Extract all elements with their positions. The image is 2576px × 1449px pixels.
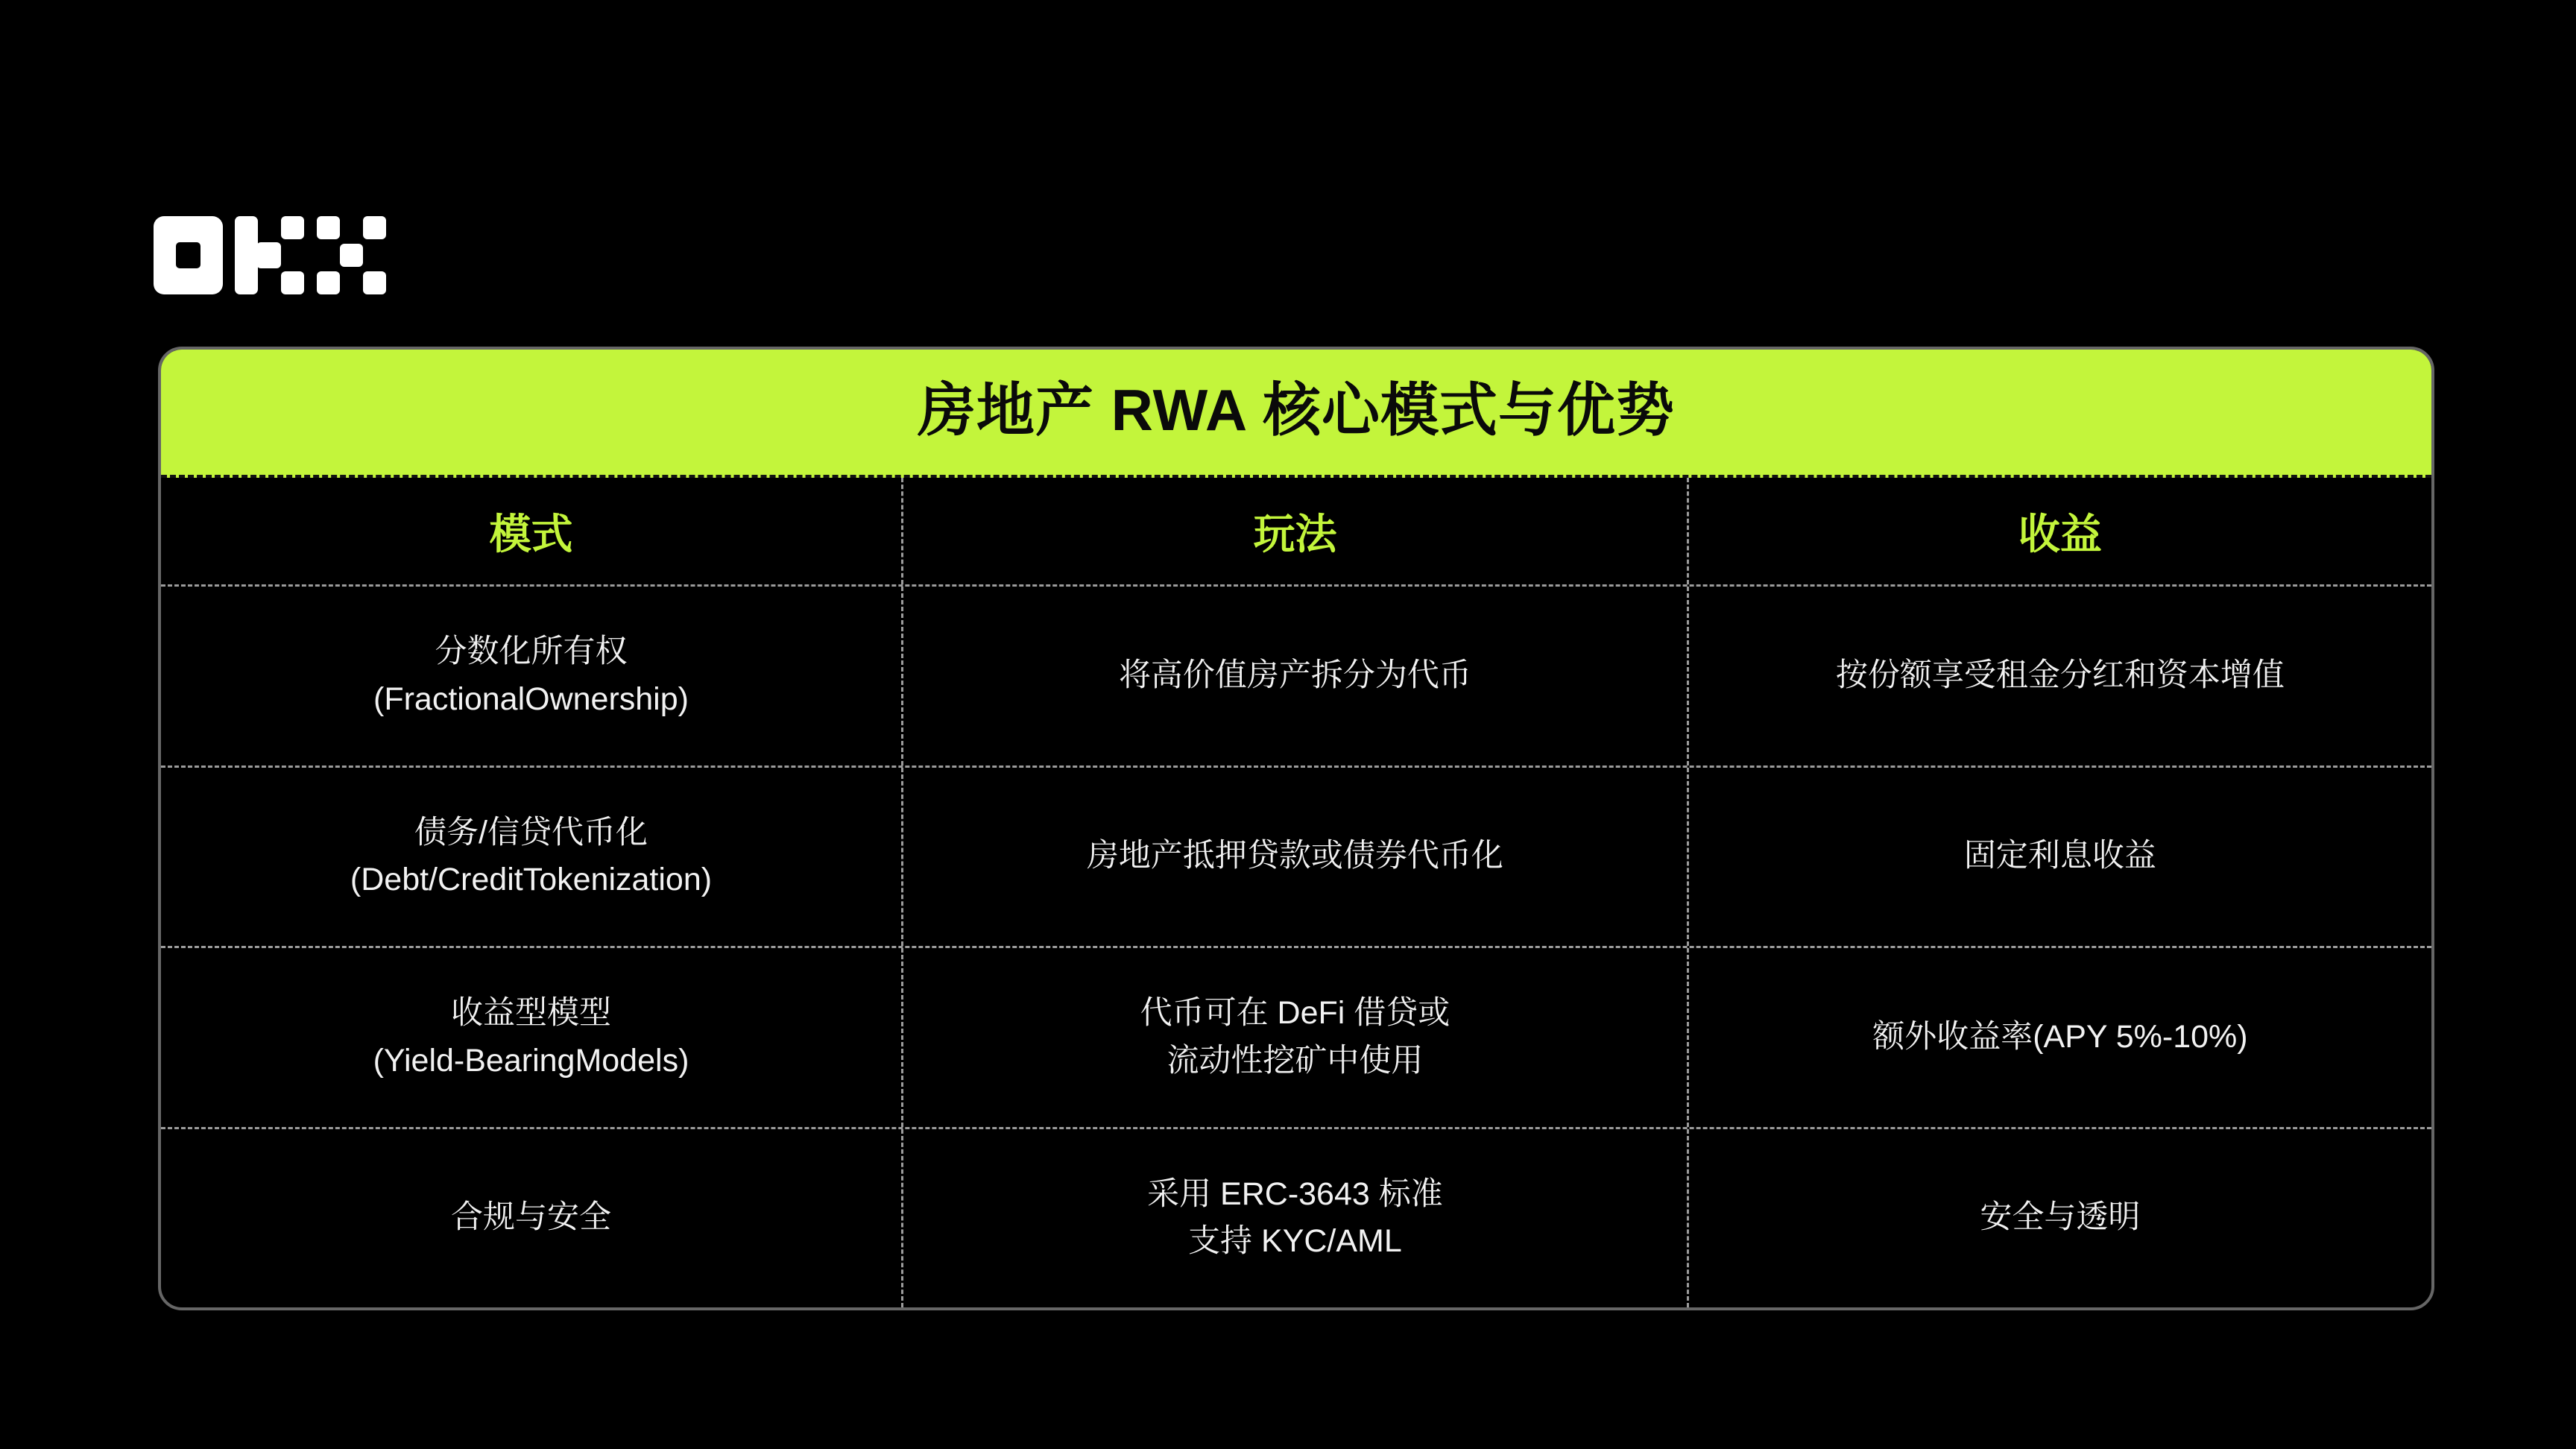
table-title-banner [161,350,2431,478]
cell-line: 额外收益率(APY 5%-10%) [1872,1018,2248,1055]
table-cell [901,587,1687,765]
table-cell [161,587,901,765]
cell-line: 合规与安全 [450,1199,611,1236]
table-row [161,946,2431,1127]
column-header-benefit: 收益 [1687,478,2431,584]
table-row [161,584,2431,765]
table-cell [161,1129,901,1308]
table-cell [1687,768,2431,947]
column-header-mode: 模式 [489,510,573,558]
table-header-row [161,478,2431,584]
column-header-play: 玩法 [901,478,1687,584]
table-row [161,1127,2431,1308]
cell-line: 按份额享受租金分红和资本增值 [1835,657,2285,693]
table-cell [901,768,1687,947]
table-cell [1687,587,2431,765]
cell-line: 房地产抵押贷款或债券代币化 [1086,838,1503,874]
cell-line: 债务/信贷代币化 [414,814,648,850]
cell-line: (Yield-BearingModels) [373,1042,689,1079]
table-row [161,765,2431,947]
cell-line: 收益型模型 [450,995,611,1032]
cell-line: 分数化所有权 [435,634,628,670]
cell-line: 固定利息收益 [1963,838,2156,874]
okx-logo-icon [154,216,386,294]
rwa-table [158,347,2434,1310]
cell-line: 流动性挖矿中使用 [1167,1042,1424,1079]
okx-logo [154,216,386,294]
table-cell [161,768,901,947]
table-cell [161,948,901,1127]
table-cell [1687,948,2431,1127]
cell-line: 安全与透明 [1980,1199,2141,1236]
table-title: 房地产 RWA 核心模式与优势 [917,377,1675,443]
cell-line: 代币可在 DeFi 借贷或 [1140,995,1450,1032]
table-cell [1687,1129,2431,1308]
table-cell [901,948,1687,1127]
cell-line: 支持 KYC/AML [1188,1223,1402,1260]
table-cell [901,1129,1687,1308]
cell-line: (FractionalOwnership) [373,681,689,717]
cell-line: 采用 ERC-3643 标准 [1147,1175,1443,1212]
cell-line: (Debt/CreditTokenization) [350,862,713,898]
cell-line: 将高价值房产拆分为代币 [1118,657,1471,693]
